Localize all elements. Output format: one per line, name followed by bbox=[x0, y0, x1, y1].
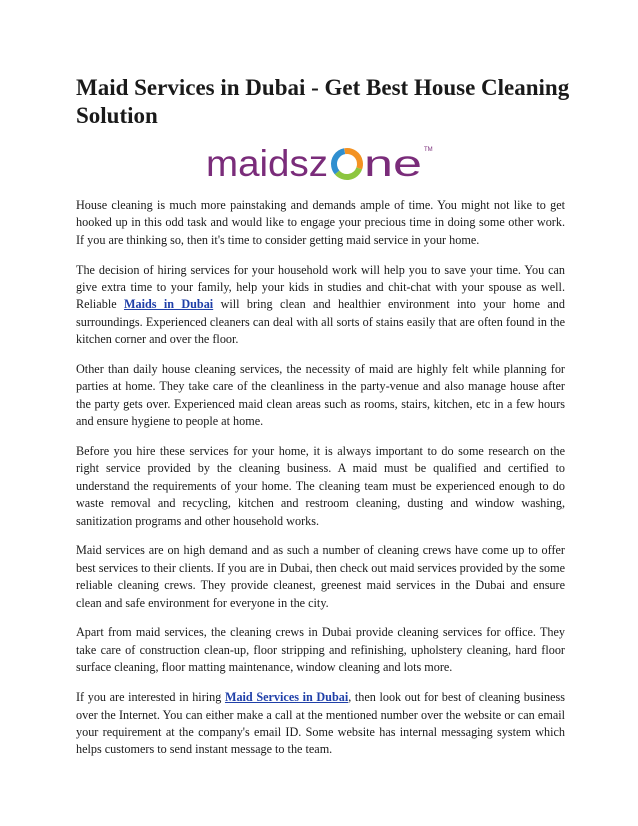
maids-in-dubai-link[interactable]: Maids in Dubai bbox=[123, 297, 214, 312]
paragraph-3: Other than daily house cleaning services, the necessity of maid are highly felt while planning for parties at home. They take care of the cleanliness in the party-venue and also manage house after the party gets over. Experienced maid clean areas such as rooms, stairs, kitchen, etc in a few hours and ensure hygiene to people at home. bbox=[76, 362, 565, 429]
logo-text-post: ne bbox=[364, 143, 422, 184]
logo-ring-icon bbox=[332, 149, 362, 179]
maidszone-logo bbox=[206, 142, 438, 186]
paragraph-4: Before you hire these services for your home, it is always important to do some research on the right service provided by the cleaning business. A maid must be qualified and certified to understand the requirements of your home. The cleaning team must be experienced enough to do waste removal and recycling, kitchen and restroom cleaning, dusting and window washing, sanitization programs and other household works. bbox=[76, 444, 565, 528]
paragraph-6: Apart from maid services, the cleaning crews in Dubai provide cleaning services for office. They take care of construction clean-up, floor stripping and refinishing, upholstery cleaning, hard floor surface cleaning, floor matting maintenance, window cleaning and lots more. bbox=[76, 625, 565, 675]
paragraph-7: If you are interested in hiring Maid Services in Dubai, then look out for best of cleaning business over the Internet. You can either make a call at the mentioned number over the website or can email your requirement at the company's email ID. Some website has internal messaging system which helps customers to send instant message to the team. bbox=[76, 690, 566, 757]
logo-trademark: TM bbox=[424, 147, 433, 153]
article-body bbox=[76, 197, 565, 771]
logo-text-pre: maidsz bbox=[206, 143, 328, 184]
paragraph-5: Maid services are on high demand and as such a number of cleaning crews have come up to offer best services to their clients. If you are in Dubai, then check out maid services provided by the some reliable cleaning crews. They provide cleanest, greenest maid services in the Dubai and ensure clean and safe environment for everyone in the city. bbox=[76, 543, 565, 610]
paragraph-2: The decision of hiring services for your household work will help you to save your time. You can give extra time to your family, help your kids in studies and chit-chat with your spouse as well. Reliable Maids in Dubai will bring clean and healthier environment into your home and surroundings. Experienced cleaners can deal with all sorts of stains easily that are often found in the kitchen corner and over the floor. bbox=[76, 262, 565, 347]
paragraph-1: House cleaning is much more painstaking and demands ample of time. You might not like to get hooked up in this odd task and would like to engage your precious time in doing some other work. If you are thinking so, then it's time to consider getting maid service in your home. bbox=[76, 198, 565, 247]
maid-services-in-dubai-link[interactable]: Maid Services in Dubai bbox=[224, 690, 349, 705]
document-title: Maid Services in Dubai - Get Best House Cleaning Solution bbox=[76, 75, 570, 128]
